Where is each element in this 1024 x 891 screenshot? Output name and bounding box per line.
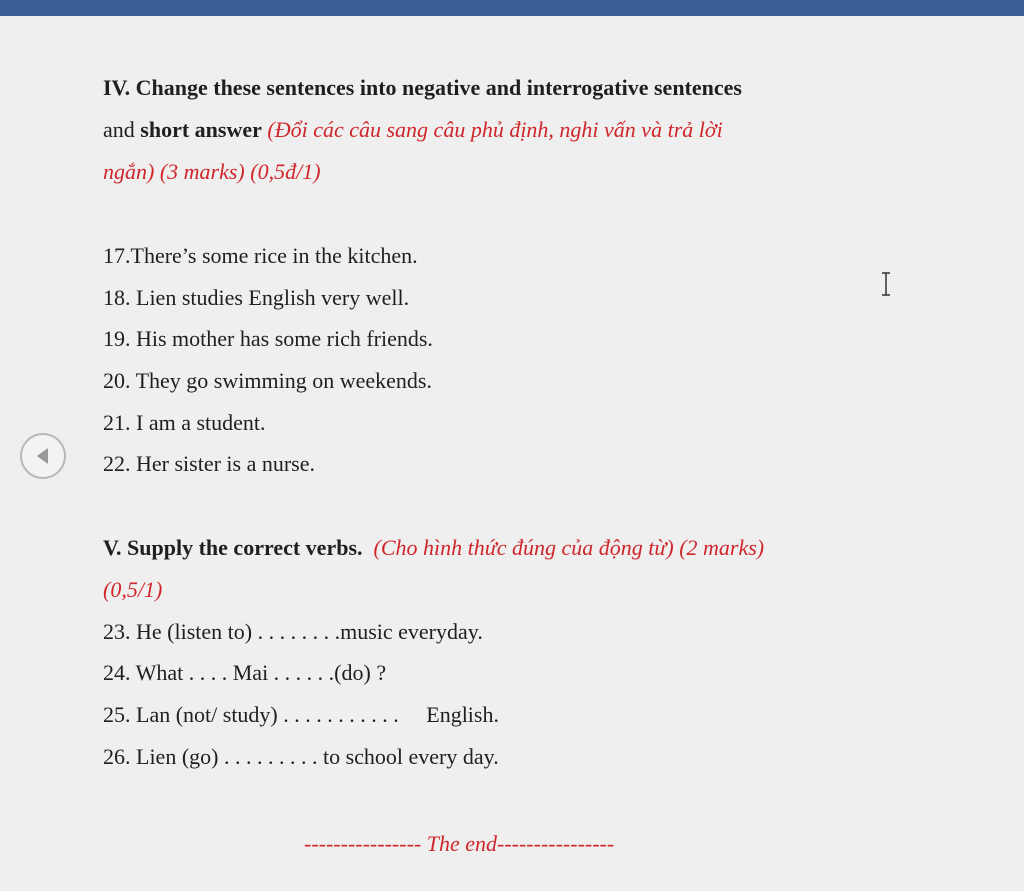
verb-item-26: 26. Lien (go) . . . . . . . . . to school every day.	[103, 744, 499, 769]
section-5-heading	[103, 535, 764, 561]
chevron-left-icon	[22, 435, 64, 477]
section-5-heading-title: V. Supply the correct verbs.	[103, 535, 363, 560]
verb-item-24: 24. What . . . . Mai . . . . . .(do) ?	[103, 660, 387, 685]
section-4-heading-short-answer: short answer	[140, 117, 262, 142]
section-4-heading-prefix: and	[103, 117, 141, 142]
the-end-footer: ---------------- The end----------------	[304, 831, 615, 856]
section-5-heading-line2: (0,5/1)	[103, 577, 163, 602]
section-4-heading-vietnamese: (Đổi các câu sang câu phủ định, nghi vấn và trả lời	[267, 117, 723, 142]
verb-item-25: 25. Lan (not/ study) . . . . . . . . . . . English.	[103, 702, 499, 727]
section-4-heading: IV. Change these sentences into negative and interrogative sentences	[103, 75, 742, 100]
sentence-item-22: 22. Her sister is a nurse.	[103, 451, 316, 476]
sentence-item-17: 17.There’s some rice in the kitchen.	[103, 243, 418, 268]
section-4-heading-line3: ngắn) (3 marks) (0,5đ/1)	[103, 159, 321, 184]
window-top-bar	[0, 0, 1024, 16]
text-cursor-icon	[878, 271, 894, 297]
section-4-heading-line2	[103, 117, 723, 143]
verb-item-23: 23. He (listen to) . . . . . . . .music everyday.	[103, 619, 483, 644]
section-5-heading-vietnamese: (Cho hình thức đúng của động từ) (2 marks)	[373, 535, 765, 560]
sentence-item-21: 21. I am a student.	[103, 410, 266, 435]
previous-page-button[interactable]	[20, 433, 66, 479]
sentence-item-19: 19. His mother has some rich friends.	[103, 326, 433, 351]
sentence-item-20: 20. They go swimming on weekends.	[103, 368, 432, 393]
sentence-item-18: 18. Lien studies English very well.	[103, 285, 410, 310]
